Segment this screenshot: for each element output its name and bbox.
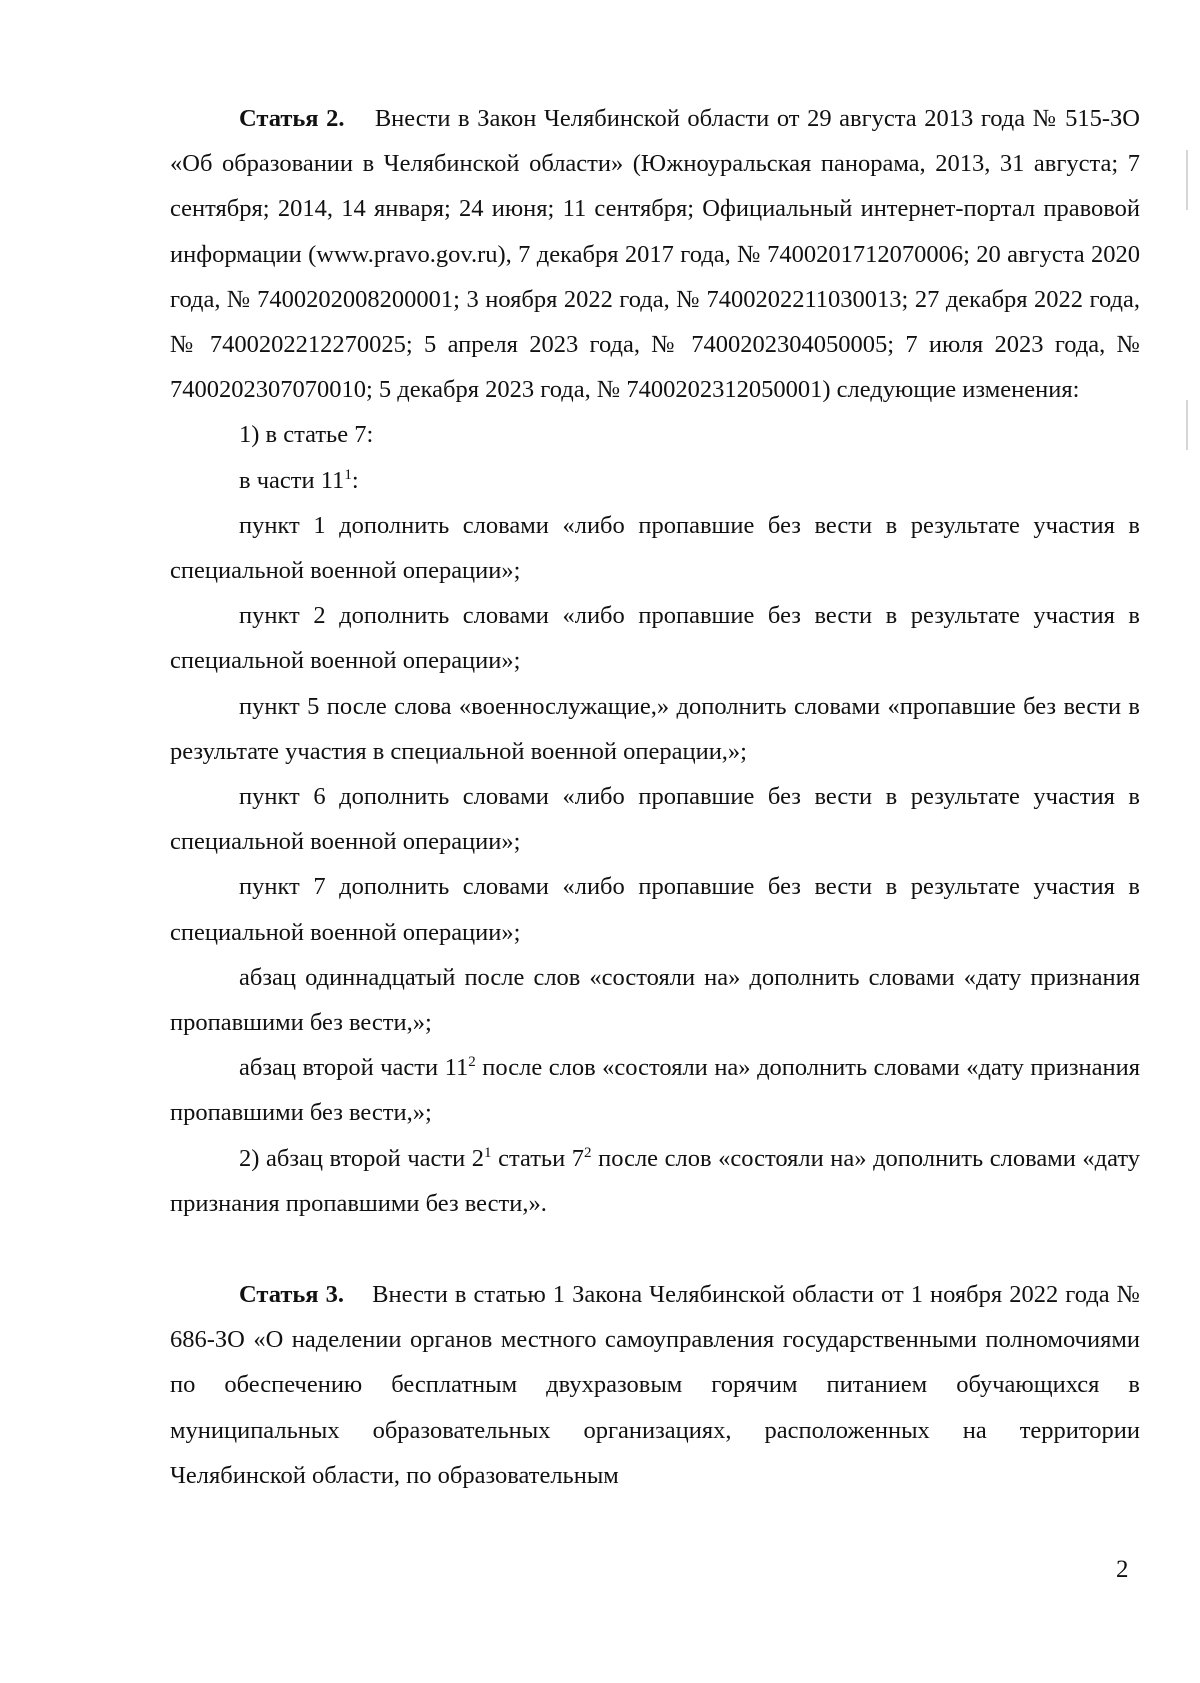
- article-3-paragraph: [170, 1272, 1140, 1498]
- article-3-label: Статья 3.: [239, 1281, 344, 1309]
- amendment-point-5: пункт 5 после слова «военнослужащие,» дополнить словами «пропавшие без вести в результате участия в специальной военной операции,»;: [170, 692, 1140, 765]
- amendment-point-6: пункт 6 дополнить словами «либо пропавшие без вести в результате участия в специальной военной операции»;: [170, 783, 1140, 856]
- scan-edge-mark: [1186, 150, 1188, 210]
- superscript: 1: [344, 466, 352, 483]
- part-colon: :: [351, 466, 359, 494]
- amendment-item-1: 1) в статье 7:: [239, 421, 374, 449]
- part-text: в части 11: [239, 466, 345, 494]
- superscript: 2: [468, 1054, 476, 1071]
- amendment-item-2: [170, 1136, 1140, 1226]
- amendment-point-2: пункт 2 дополнить словами «либо пропавшие без вести в результате участия в специальной военной операции»;: [170, 602, 1140, 675]
- article-2-intro: Внести в Закон Челябинской области от 29 августа 2013 года № 515-ЗО «Об образовании в Челябинской области» (Южноуральская панорама, 2013, 31 августа; 7 сентября; 2014, 14 января; 24 июня; 11 сентября; Официальный интернет-портал правовой информации (www.pravo.gov.ru), 7 декабря 2017 года, № 7400201712070006; 20 августа 2020 года, № 7400202008200001; 3 ноября 2022 года, № 7400202211030013; 27 декабря 2022 года, № 7400202212270025; 5 апреля 2023 года, № 7400202304050005; 7 июля 2023 года, № 7400202307070010; 5 декабря 2023 года, № 7400202312050001) следующие изменения:: [170, 105, 1140, 404]
- amendment-part-11-2: [170, 1045, 1140, 1135]
- item-text: после слов «состояли на» дополнить словами «дату признания пропавшими без вести,».: [170, 1144, 1140, 1217]
- item-text: 2) абзац второй части 2: [239, 1144, 485, 1172]
- page-number: 2: [1116, 1556, 1129, 1583]
- article-spacer: [170, 1226, 1140, 1272]
- article-3-text: Внести в статью 1 Закона Челябинской области от 1 ноября 2022 года № 686-ЗО «О наделении органов местного самоуправления государственными полномочиями по обеспечению бесплатным двухразовым горячим питанием обучающихся в муниципальных образовательных организациях, расположенных на территории Челябинской области, по образовательным: [170, 1281, 1140, 1489]
- superscript: 1: [484, 1144, 492, 1161]
- part-text: абзац второй части 11: [239, 1054, 469, 1082]
- amendment-point-7: пункт 7 дополнить словами «либо пропавшие без вести в результате участия в специальной военной операции»;: [170, 873, 1140, 946]
- scan-edge-mark: [1186, 400, 1188, 450]
- article-2-paragraph: [170, 96, 1140, 412]
- amendment-point-1: пункт 1 дополнить словами «либо пропавшие без вести в результате участия в специальной военной операции»;: [170, 511, 1140, 585]
- amendment-part-11-1: [170, 458, 1140, 503]
- item-text: статьи 7: [491, 1144, 585, 1172]
- superscript: 2: [584, 1144, 592, 1161]
- part-text: после слов «состояли на» дополнить словами «дату признания пропавшими без вести,»;: [170, 1054, 1141, 1127]
- article-2-label: Статья 2.: [239, 105, 345, 132]
- document-body: [170, 96, 1140, 1498]
- amendment-paragraph-11: абзац одиннадцатый после слов «состояли на» дополнить словами «дату признания пропавшими без вести,»;: [170, 963, 1140, 1037]
